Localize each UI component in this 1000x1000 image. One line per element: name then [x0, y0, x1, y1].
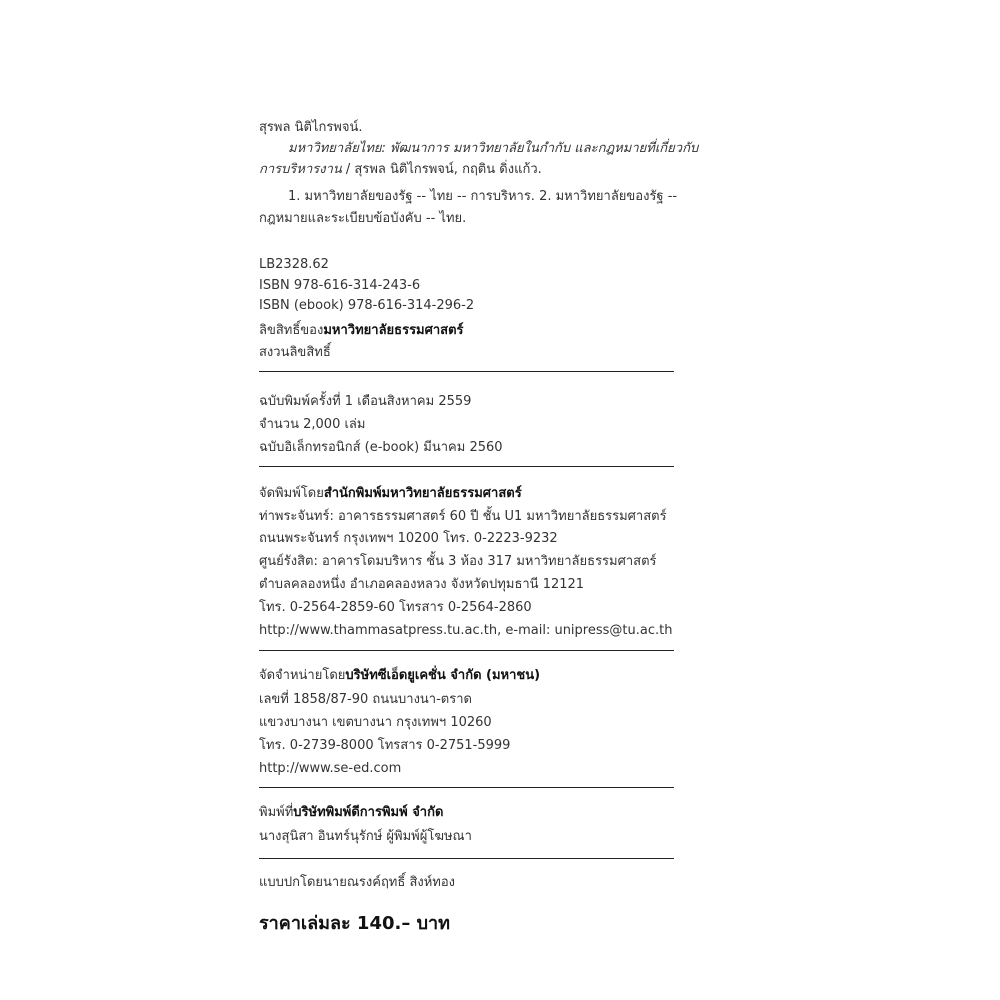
publisher-address-1: ท่าพระจันทร์: อาคารธรรมศาสตร์ 60 ปี ชั้น U1 มหาวิทยาลัยธรรมศาสตร์	[259, 509, 667, 524]
distributor-address-2: แขวงบางนา เขตบางนา กรุงเทพฯ 10260	[259, 715, 492, 730]
printer-label: พิมพ์ที่	[259, 805, 294, 820]
separator-5	[259, 858, 674, 859]
catalog-subjects-line2: กฎหมายและระเบียบข้อบังคับ -- ไทย.	[259, 211, 467, 226]
catalog-title-italic: การบริหารงาน	[259, 162, 342, 177]
publisher-web: http://www.thammasatpress.tu.ac.th, e-mail: unipress@tu.ac.th	[259, 623, 673, 638]
publisher-label: จัดพิมพ์โดย	[259, 486, 324, 501]
catalog-title-line2	[259, 161, 542, 179]
edition-line3: ฉบับอิเล็กทรอนิกส์ (e-book) มีนาคม 2560	[259, 440, 503, 455]
publisher-name: สำนักพิมพ์มหาวิทยาลัยธรรมศาสตร์	[323, 486, 522, 501]
catalog-title-line1: มหาวิทยาลัยไทย: พัฒนาการ มหาวิทยาลัยในกำกับ และกฎหมายที่เกี่ยวกับ	[288, 141, 699, 156]
separator-3	[259, 650, 674, 651]
distributor-web: http://www.se-ed.com	[259, 761, 402, 776]
publisher-address-2: ถนนพระจันทร์ กรุงเทพฯ 10200 โทร. 0-2223-9232	[259, 531, 558, 546]
catalog-responsibility: / สุรพล นิติไกรพจน์, กฤติน ดิ่งแก้ว.	[341, 162, 542, 177]
publisher-address-4: ตำบลคลองหนึ่ง อำเภอคลองหลวง จังหวัดปทุมธานี 12121	[259, 577, 585, 592]
publisher-address-3: ศูนย์รังสิต: อาคารโดมบริหาร ชั้น 3 ห้อง 317 มหาวิทยาลัยธรรมศาสตร์	[259, 554, 657, 569]
call-number: LB2328.62	[259, 257, 329, 272]
edition-line2: จำนวน 2,000 เล่ม	[259, 417, 366, 432]
catalog-author: สุรพล นิติไกรพจน์.	[259, 120, 363, 135]
copyright-reserved: สงวนลิขสิทธิ์	[259, 345, 331, 360]
distributor-address-1: เลขที่ 1858/87-90 ถนนบางนา-ตราด	[259, 692, 472, 707]
printer-name: บริษัทพิมพ์ดีการพิมพ์ จำกัด	[293, 805, 444, 820]
separator-2	[259, 466, 674, 467]
edition-line1: ฉบับพิมพ์ครั้งที่ 1 เดือนสิงหาคม 2559	[259, 394, 472, 409]
distributor-phone: โทร. 0-2739-8000 โทรสาร 0-2751-5999	[259, 738, 511, 753]
copyright-label: ลิขสิทธิ์ของ	[259, 323, 324, 338]
isbn-ebook: ISBN (ebook) 978-616-314-296-2	[259, 298, 475, 313]
publisher-phone: โทร. 0-2564-2859-60 โทรสาร 0-2564-2860	[259, 600, 532, 615]
cover-designer: แบบปกโดยนายณรงค์ฤทธิ์ สิงห์ทอง	[259, 875, 456, 890]
catalog-subjects-line1: 1. มหาวิทยาลัยของรัฐ -- ไทย -- การบริหาร. 2. มหาวิทยาลัยของรัฐ --	[288, 189, 678, 204]
distributor-label: จัดจำหน่ายโดย	[259, 668, 346, 683]
copyright-line	[259, 322, 464, 340]
price-label: ราคาเล่มละ 140.– บาท	[259, 913, 451, 934]
distributor-line	[259, 667, 540, 685]
isbn: ISBN 978-616-314-243-6	[259, 278, 421, 293]
printer-line	[259, 804, 443, 822]
copyright-holder: มหาวิทยาลัยธรรมศาสตร์	[323, 323, 464, 338]
separator-4	[259, 787, 674, 788]
printer-publisher: นางสุนิสา อินทร์นุรักษ์ ผู้พิมพ์ผู้โฆษณา	[259, 829, 472, 844]
separator-1	[259, 371, 674, 372]
publisher-line	[259, 485, 522, 503]
distributor-name: บริษัทซีเอ็ดยูเคชั่น จำกัด (มหาชน)	[345, 668, 541, 683]
